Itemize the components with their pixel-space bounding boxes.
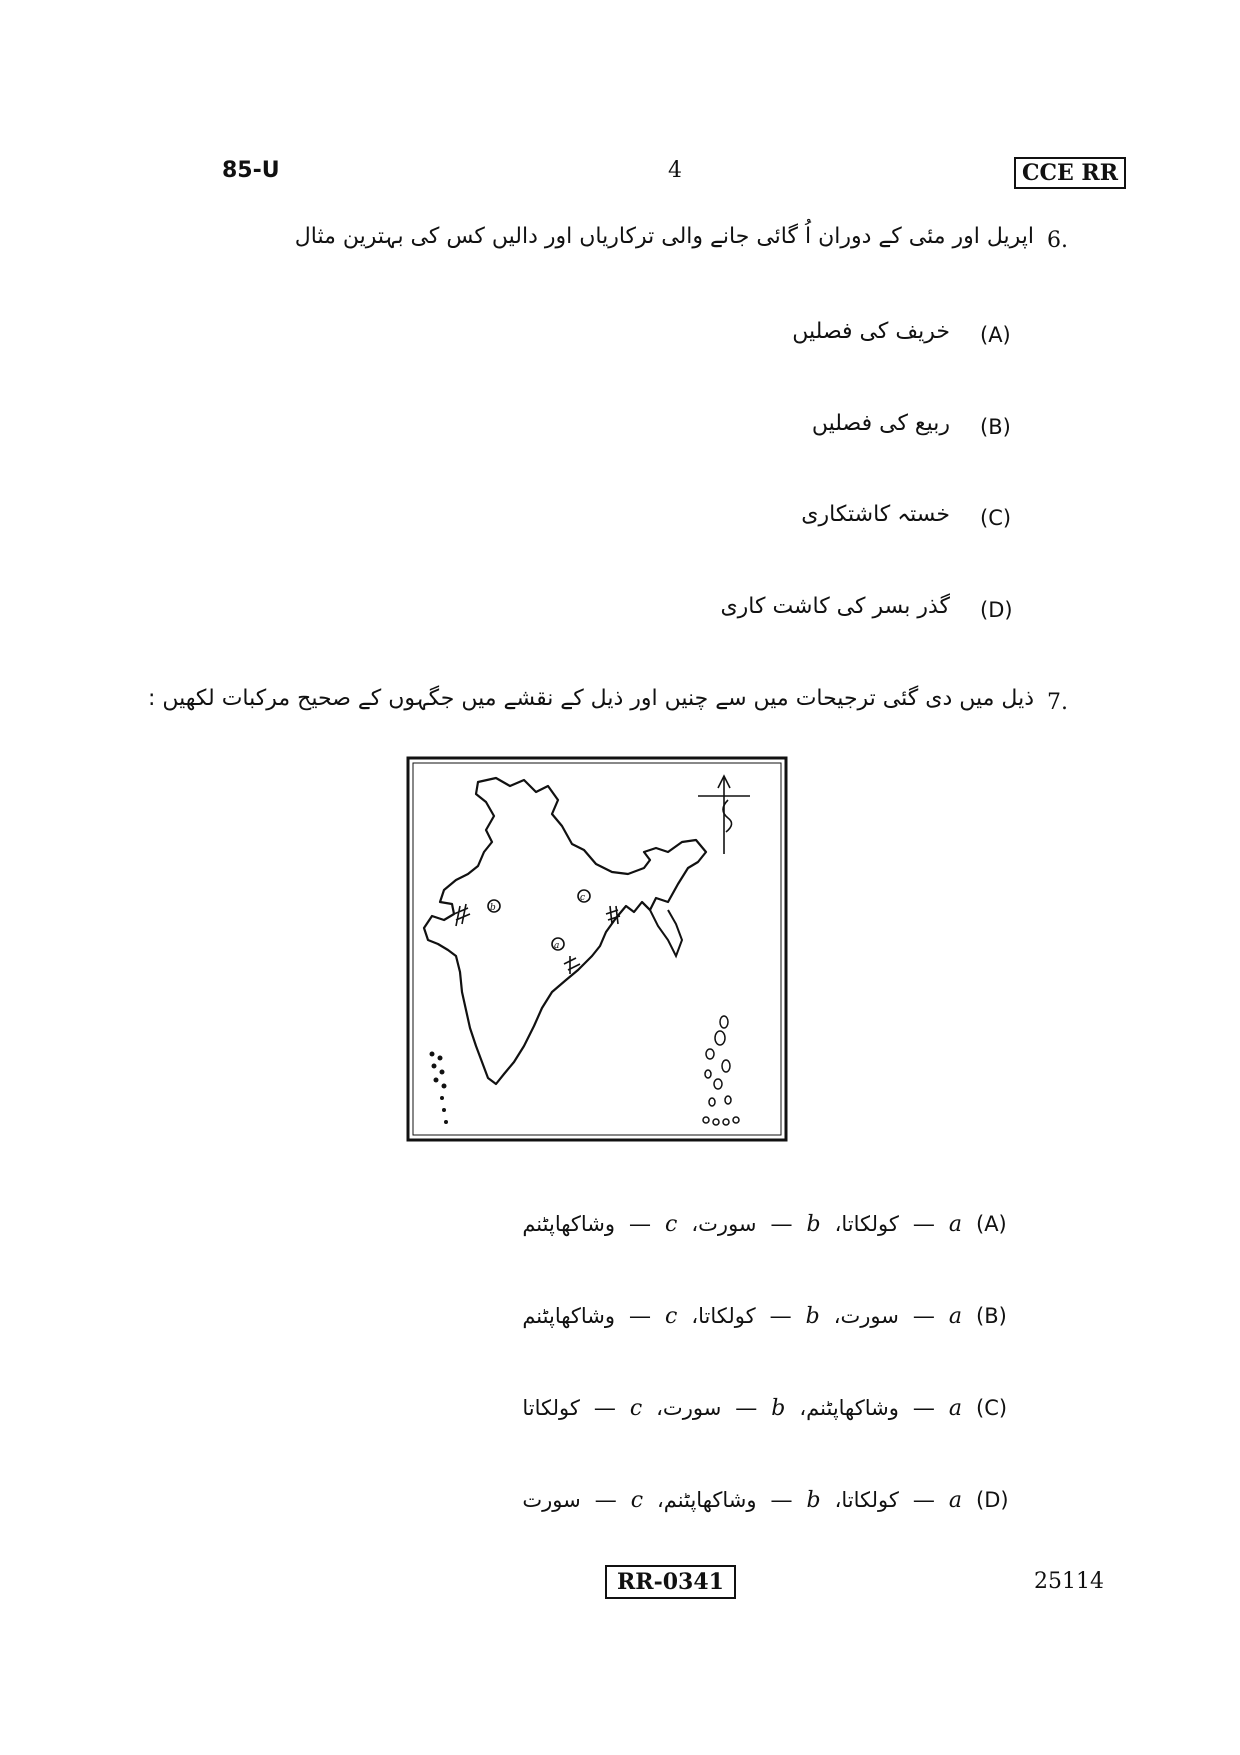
q7-d-var-a: a [948,1487,962,1513]
q7-b-var-c: c [665,1303,678,1329]
andaman-nicobar-islands [703,1016,739,1125]
q7-c-city-a: وشاکھاپٹنم، [799,1396,899,1420]
serial-number: 25114 [1034,1569,1104,1594]
q7-d-var-b: b [806,1487,821,1513]
q7-c-dash-1: — [912,1395,935,1421]
q6-option-d-text[interactable]: گذر بسر کی کاشت کاری [720,594,950,619]
q7-a-var-c: c [665,1211,678,1237]
q6-number: 6. [1047,228,1068,253]
northeast-outline [642,902,682,956]
q7-a-dash-2: — [770,1211,793,1237]
q7-c-var-a: a [948,1395,962,1421]
q6-option-b-letter: (B) [980,415,1011,439]
q7-c-city-c: کولکاتا [522,1396,580,1420]
port-marker-b [454,900,500,926]
q7-d-dash-3: — [594,1487,617,1513]
q7-c-dash-3: — [593,1395,616,1421]
q7-b-var-a: a [948,1303,962,1329]
series-box: CCE RR [1014,157,1126,189]
port-marker-a [552,938,580,974]
q7-option-c-letter: (C) [976,1396,1008,1420]
q7-a-dash-3: — [629,1211,652,1237]
q6-option-b-text[interactable]: ربیع کی فصلیں [811,411,950,436]
q7-d-city-b: وشاکھاپٹنم، [657,1488,757,1512]
q7-a-city-a: کولکاتا، [834,1212,899,1236]
q7-d-city-c: سورت [522,1488,581,1512]
q7-a-dash-1: — [912,1211,935,1237]
q7-a-city-b: سورت، [691,1212,757,1236]
q7-option-b-letter: (B) [976,1304,1007,1328]
page-number: 4 [668,158,682,183]
q7-b-city-c: وشاکھاپٹنم [522,1304,616,1328]
q6-option-c-letter: (C) [980,506,1012,530]
q7-b-city-b: کولکاتا، [691,1304,756,1328]
q7-c-var-b: b [771,1395,786,1421]
booklet-code-box: RR-0341 [605,1565,736,1599]
india-map-figure [406,756,788,1142]
q7-b-dash-3: — [629,1303,652,1329]
india-map-svg [406,756,788,1142]
port-marker-c [578,890,620,924]
q7-text: ذیل میں دی گئی ترجیحات میں سے چنیں اور ذیل کے نقشے میں جگہوں کے صحیح مرکبات لکھیں : [147,686,1034,711]
q7-option-b[interactable] [522,1298,1010,1334]
q6-option-d-letter: (D) [980,598,1013,622]
paper-code: 85-U [222,158,280,183]
map-marker-label-c: c [580,893,586,903]
q7-b-dash-2: — [769,1303,792,1329]
q7-b-city-a: سورت، [833,1304,899,1328]
q7-a-var-a: a [948,1211,962,1237]
q6-option-a-letter: (A) [980,323,1011,347]
q7-option-a-letter: (A) [976,1212,1007,1236]
q7-d-dash-2: — [770,1487,793,1513]
q7-b-var-b: b [805,1303,820,1329]
q7-a-var-b: b [806,1211,821,1237]
map-marker-label-a: a [554,941,560,951]
q7-b-dash-1: — [912,1303,935,1329]
q7-option-a[interactable] [522,1206,1010,1242]
q7-d-var-c: c [630,1487,644,1513]
q6-option-a-text[interactable]: خریف کی فصلیں [792,319,950,344]
q7-c-var-c: c [629,1395,643,1421]
lakshadweep-islands [430,1052,449,1125]
q7-option-d-letter: (D) [976,1488,1009,1512]
q6-text: اپریل اور مئی کے دوران اُ گائی جانے والی ترکاریاں اور دالیں کس کی بہترین مثال [294,224,1034,249]
q7-option-d[interactable] [522,1482,1010,1518]
india-outline [424,778,706,1084]
q7-d-city-a: کولکاتا، [834,1488,899,1512]
q7-a-city-c: وشاکھاپٹنم [522,1212,616,1236]
map-marker-label-b: b [490,903,496,913]
north-arrow-icon [698,776,750,854]
q7-option-c[interactable] [522,1390,1010,1426]
q7-number: 7. [1047,690,1068,715]
q7-c-dash-2: — [735,1395,758,1421]
q7-d-dash-1: — [912,1487,935,1513]
q6-option-c-text[interactable]: خستہ کاشتکاری [801,502,950,527]
q7-c-city-b: سورت، [656,1396,722,1420]
